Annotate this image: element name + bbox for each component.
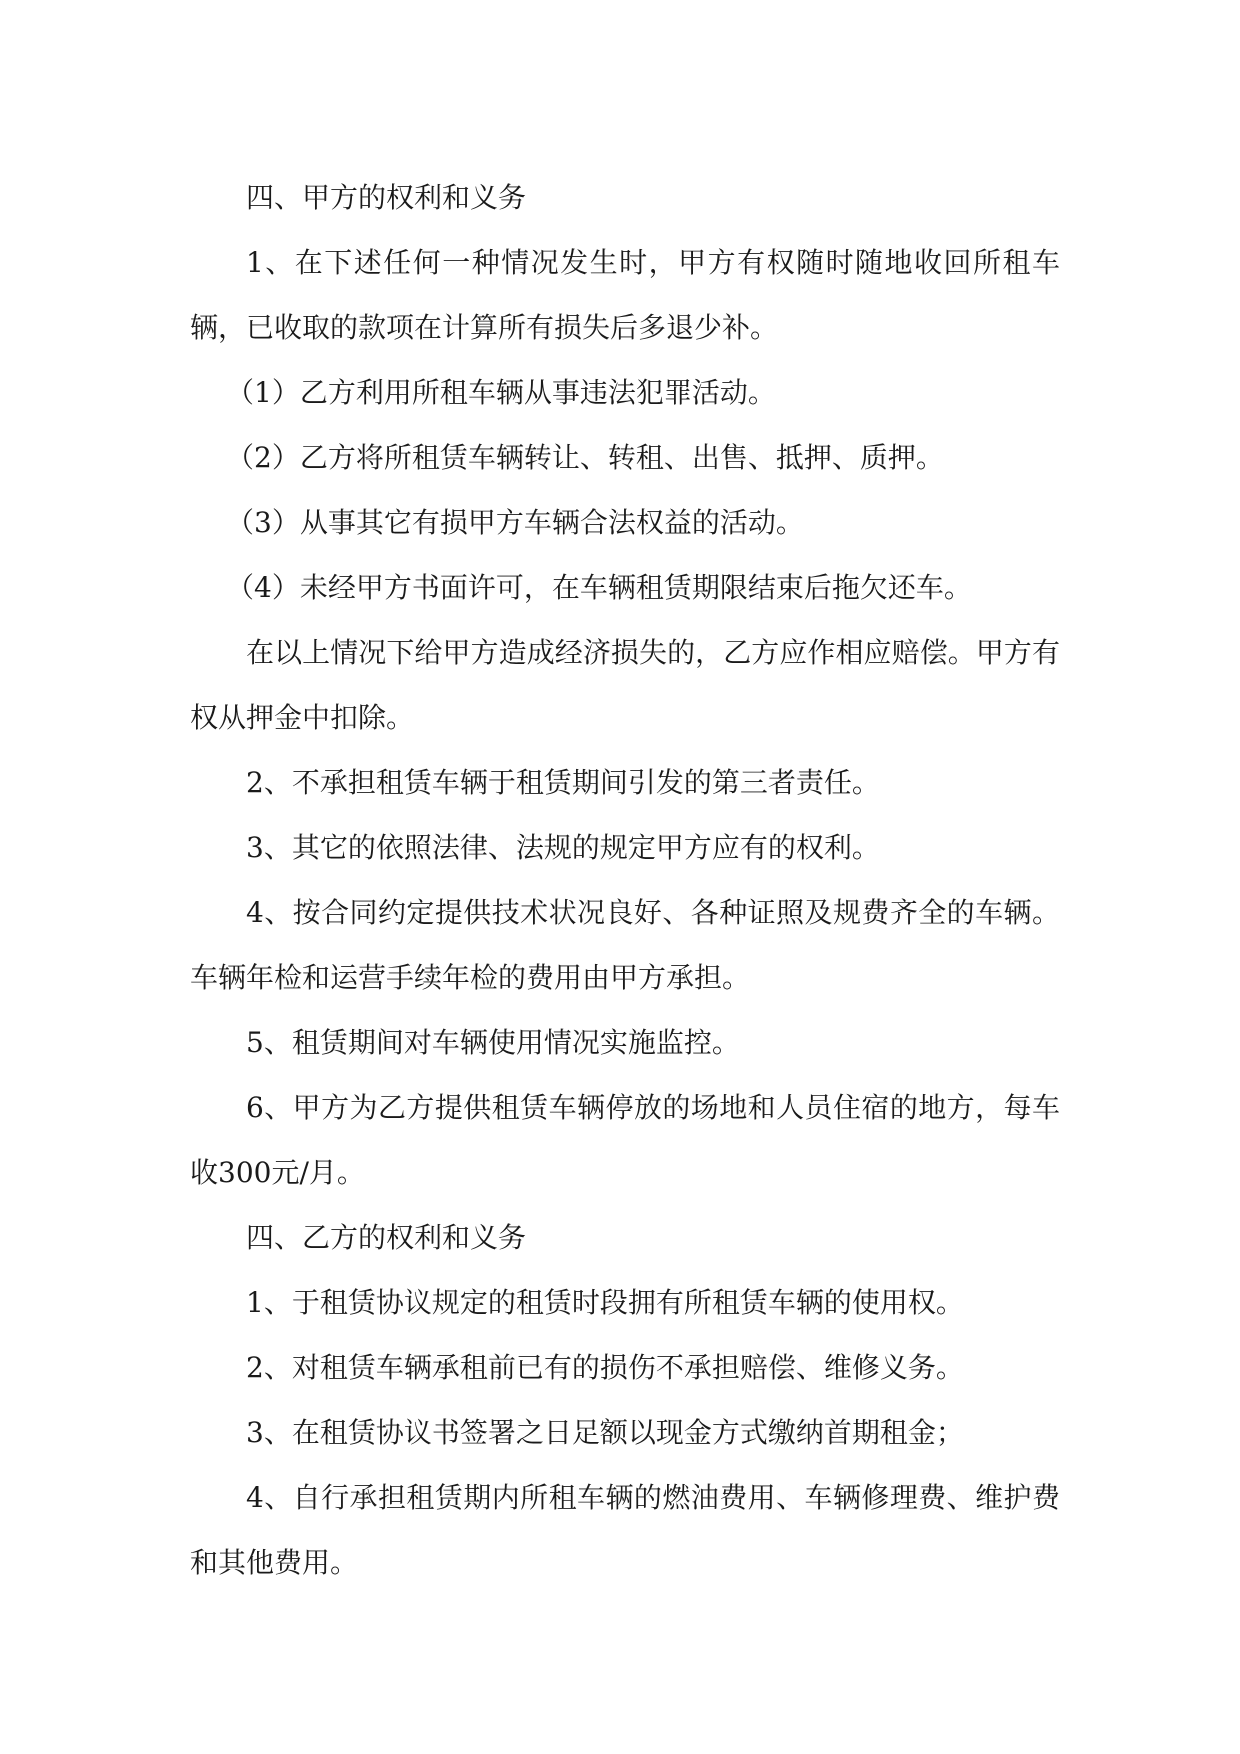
clause-b3: 3、在租赁协议书签署之日足额以现金方式缴纳首期租金；	[246, 1416, 964, 1449]
section-heading-party-a: 四、甲方的权利和义务	[246, 181, 527, 214]
clause-b4: 4、自行承担租赁期内所租车辆的燃油费用、车辆修理费、维护费和其他费用。	[190, 1481, 1060, 1579]
document-body	[190, 165, 1060, 1595]
clause-b2: 2、对租赁车辆承租前已有的损伤不承担赔偿、维修义务。	[246, 1351, 964, 1384]
clause-a6: 6、甲方为乙方提供租赁车辆停放的场地和人员住宿的地方，每车收300元/月。	[190, 1091, 1060, 1189]
clause-b1: 1、于租赁协议规定的租赁时段拥有所租赁车辆的使用权。	[246, 1286, 964, 1319]
clause-a3: 3、其它的依照法律、法规的规定甲方应有的权利。	[246, 831, 880, 864]
clause-a1-note: 在以上情况下给甲方造成经济损失的，乙方应作相应赔偿。甲方有权从押金中扣除。	[190, 636, 1060, 734]
sub-clause-a1-1: （1）乙方利用所租车辆从事违法犯罪活动。	[226, 376, 776, 409]
sub-clause-a1-2: （2）乙方将所租赁车辆转让、转租、出售、抵押、质押。	[226, 441, 944, 474]
clause-a4: 4、按合同约定提供技术状况良好、各种证照及规费齐全的车辆。车辆年检和运营手续年检的费用由甲方承担。	[190, 896, 1060, 994]
clause-a5: 5、租赁期间对车辆使用情况实施监控。	[246, 1026, 740, 1059]
sub-clause-a1-4: （4）未经甲方书面许可，在车辆租赁期限结束后拖欠还车。	[226, 571, 972, 604]
sub-clause-a1-3: （3）从事其它有损甲方车辆合法权益的活动。	[226, 506, 804, 539]
clause-a1: 1、在下述任何一种情况发生时，甲方有权随时随地收回所租车辆，已收取的款项在计算所有损失后多退少补。	[190, 246, 1060, 344]
clause-a2: 2、不承担租赁车辆于租赁期间引发的第三者责任。	[246, 766, 880, 799]
section-heading-party-b: 四、乙方的权利和义务	[246, 1221, 527, 1254]
